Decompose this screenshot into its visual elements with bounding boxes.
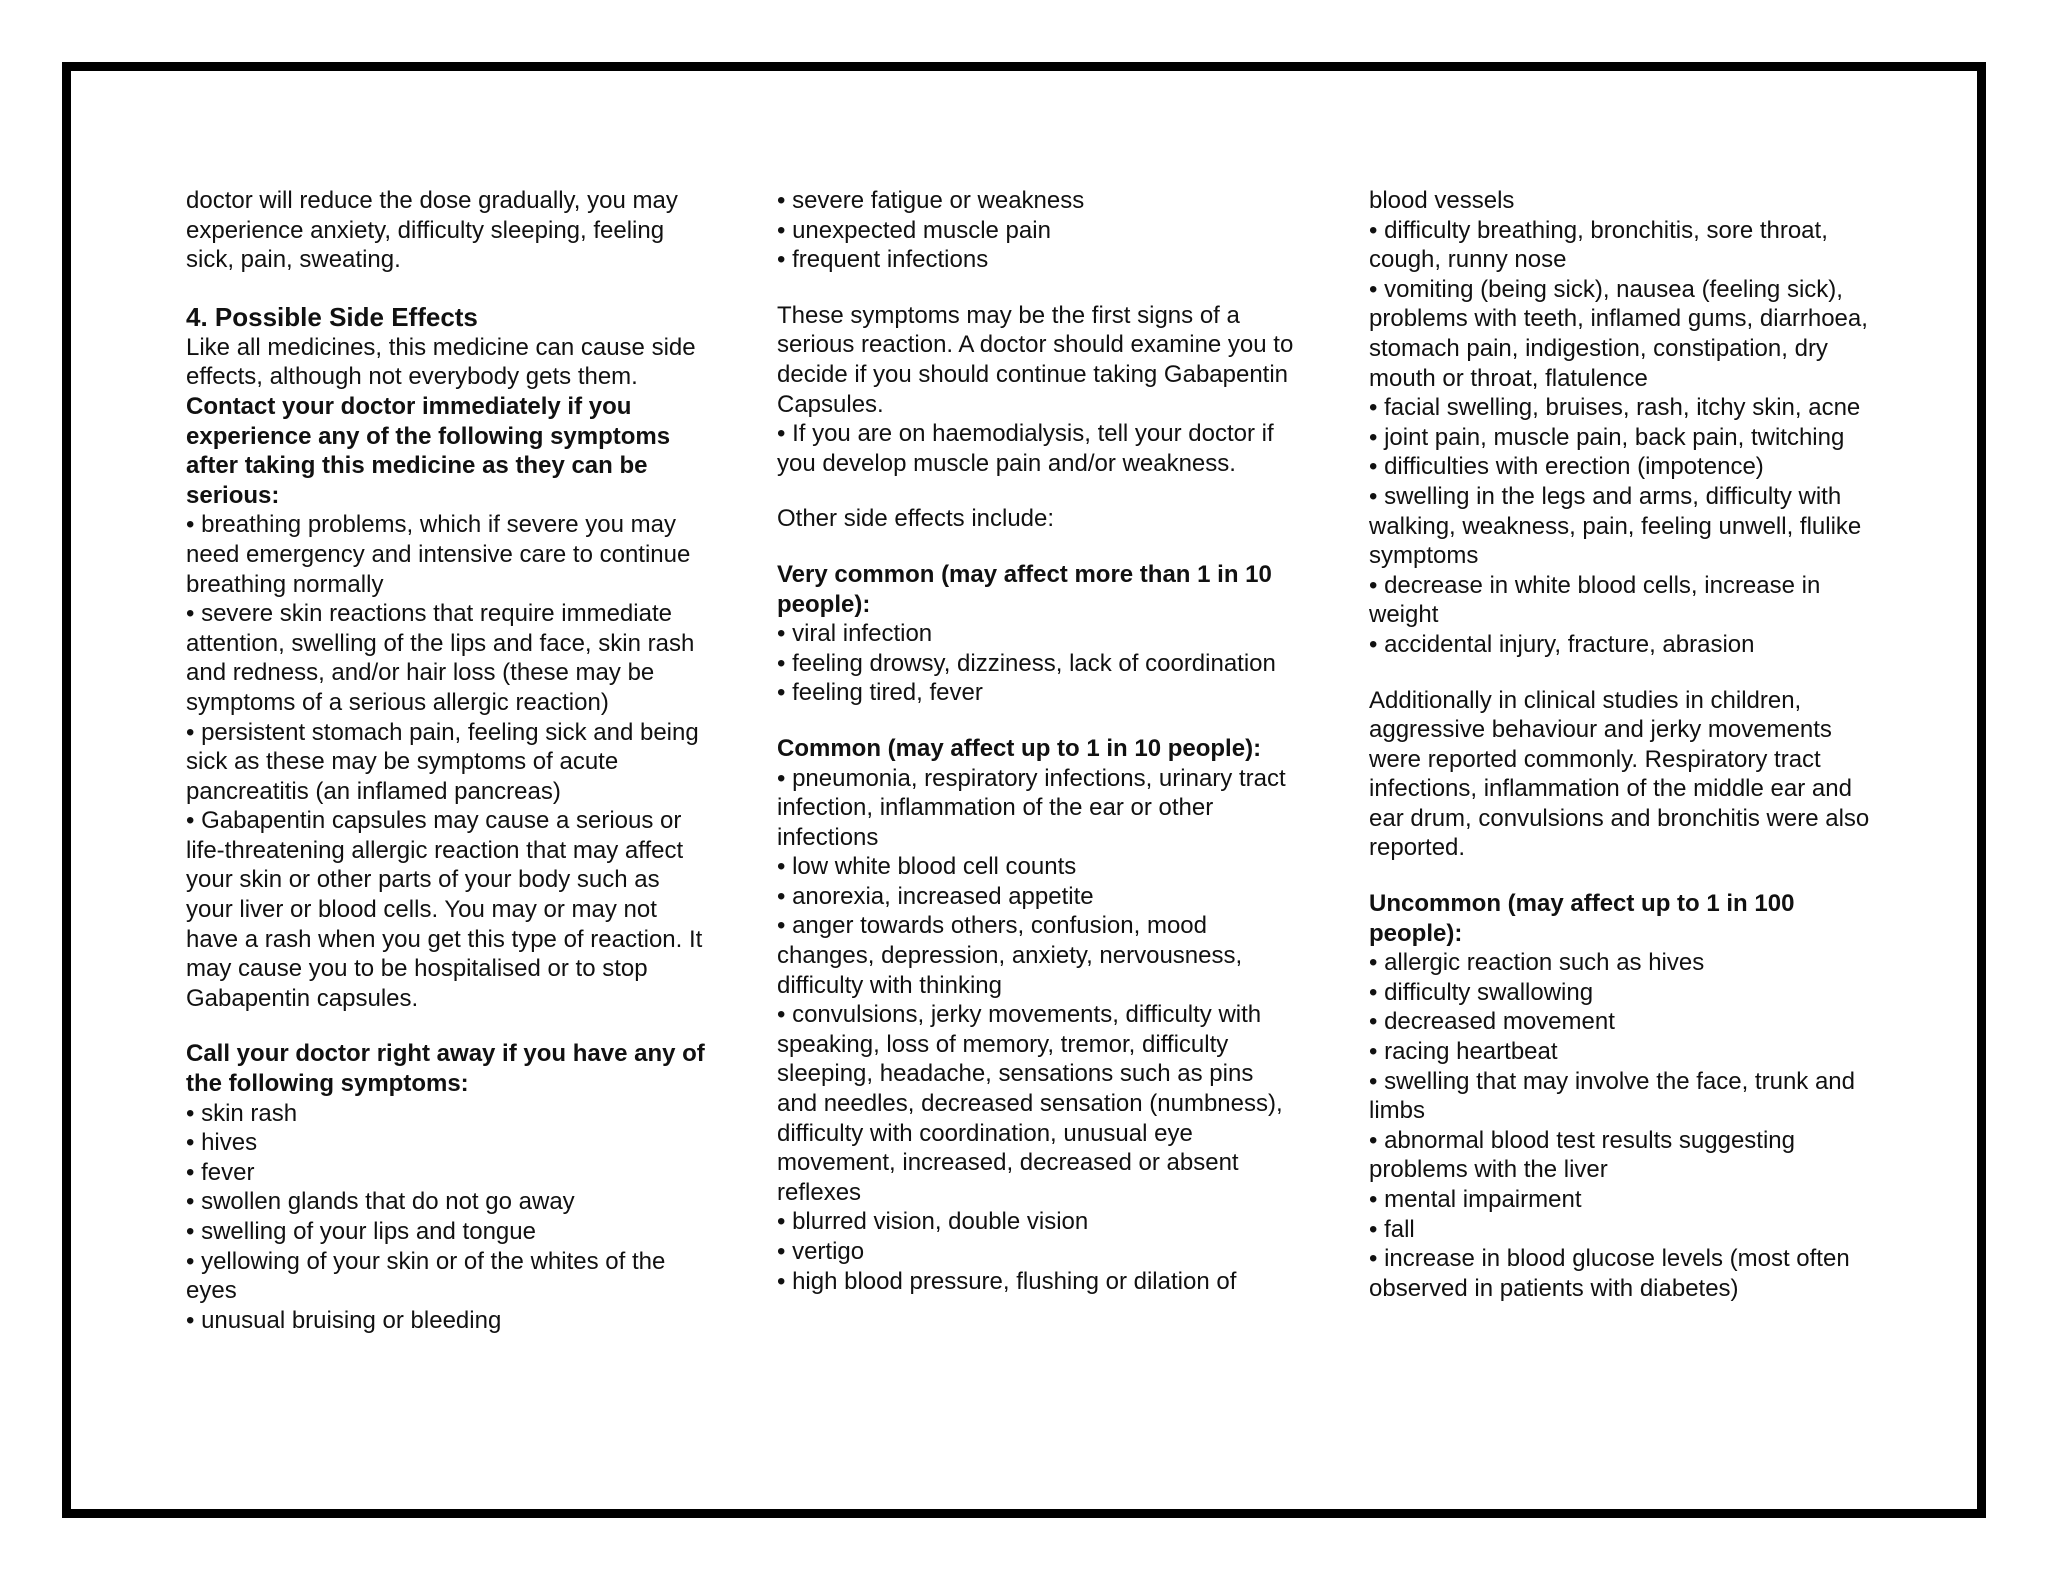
column-right (1369, 186, 1889, 1303)
serious-symptoms-list (186, 510, 706, 1013)
column-left (186, 186, 706, 1335)
list-item: • persistent stomach pain, feeling sick and being sick as these may be symptoms of acute pancreatitis (an inflamed pancreas) (186, 718, 706, 807)
list-item: • allergic reaction such as hives (1369, 948, 1889, 978)
list-item: • abnormal blood test results suggesting problems with the liver (1369, 1126, 1889, 1185)
list-item: • feeling drowsy, dizziness, lack of coordination (777, 649, 1297, 679)
list-item: • severe skin reactions that require immediate attention, swelling of the lips and face, skin rash and redness, and/or hair loss (these may be symptoms of a serious allergic reaction) (186, 599, 706, 717)
section-heading: 4. Possible Side Effects (186, 301, 478, 332)
list-item: • yellowing of your skin or of the whites of the eyes (186, 1247, 706, 1306)
list-item: • swelling that may involve the face, trunk and limbs (1369, 1067, 1889, 1126)
list-item: • unexpected muscle pain (777, 216, 1297, 246)
column-middle (777, 186, 1297, 1296)
serious-warning: Contact your doctor immediately if you experience any of the following symptoms after taking this medicine as they can be serious: (186, 392, 671, 509)
haemodialysis-list (777, 419, 1297, 478)
list-item: • frequent infections (777, 245, 1297, 275)
list-item: • anger towards others, confusion, mood changes, depression, anxiety, nervousness, difficulty with thinking (777, 911, 1297, 1000)
list-item: • Gabapentin capsules may cause a serious or life-threatening allergic reaction that may affect your skin or other parts of your body such as your liver or blood cells. You may or may not have a rash when you get this type of reaction. It may cause you to be hospitalised or to stop Gabapentin capsules. (186, 806, 706, 1013)
list-item: • increase in blood glucose levels (most often observed in patients with diabetes) (1369, 1244, 1889, 1303)
list-item: • breathing problems, which if severe you may need emergency and intensive care to continue breathing normally (186, 510, 706, 599)
list-item: • anorexia, increased appetite (777, 882, 1297, 912)
list-item: • facial swelling, bruises, rash, itchy skin, acne (1369, 393, 1889, 423)
continued-text: blood vessels (1369, 187, 1515, 214)
list-item: • viral infection (777, 619, 1297, 649)
list-item: • feeling tired, fever (777, 678, 1297, 708)
list-item: • unusual bruising or bleeding (186, 1306, 706, 1336)
list-item: • severe fatigue or weakness (777, 186, 1297, 216)
list-item: • difficulty breathing, bronchitis, sore throat, cough, runny nose (1369, 216, 1889, 275)
common-heading: Common (may affect up to 1 in 10 people): (777, 734, 1262, 762)
list-item: • If you are on haemodialysis, tell your doctor if you develop muscle pain and/or weakness. (777, 419, 1297, 478)
section-intro: Like all medicines, this medicine can cause side effects, although not everybody gets them. (186, 333, 696, 391)
list-item: • decrease in white blood cells, increase in weight (1369, 571, 1889, 630)
first-signs-text: These symptoms may be the first signs of a serious reaction. A doctor should examine you to decide if you should continue taking Gabapentin Capsules. (777, 301, 1294, 418)
list-item: • skin rash (186, 1099, 706, 1129)
uncommon-list (1369, 948, 1889, 1303)
list-item: • fall (1369, 1215, 1889, 1245)
children-text: Additionally in clinical studies in children, aggressive behaviour and jerky movements were reported commonly. Respiratory tract infections, inflammation of the middle ear and ear drum, convulsions and bronchitis were also reported. (1369, 686, 1870, 862)
other-effects-text: Other side effects include: (777, 505, 1055, 533)
list-item: • low white blood cell counts (777, 852, 1297, 882)
very-common-list (777, 619, 1297, 708)
list-item: • convulsions, jerky movements, difficulty with speaking, loss of memory, tremor, difficulty sleeping, headache, sensations such as pins and needles, decreased sensation (numbness), difficulty with coordination, unusual eye movement, increased, decreased or absent reflexes (777, 1000, 1297, 1207)
list-item: • fever (186, 1158, 706, 1188)
continued-symptoms-list (777, 186, 1297, 275)
list-item: • swelling of your lips and tongue (186, 1217, 706, 1247)
list-item: • blurred vision, double vision (777, 1207, 1297, 1237)
very-common-heading: Very common (may affect more than 1 in 10 people): (777, 560, 1272, 618)
list-item: • mental impairment (1369, 1185, 1889, 1215)
list-item: • vertigo (777, 1237, 1297, 1267)
list-item: • accidental injury, fracture, abrasion (1369, 630, 1889, 660)
intro-text: doctor will reduce the dose gradually, you may experience anxiety, difficulty sleeping, feeling sick, pain, sweating. (186, 187, 678, 274)
list-item: • difficulty swallowing (1369, 978, 1889, 1008)
list-item: • hives (186, 1128, 706, 1158)
common-list (777, 764, 1297, 1297)
list-item: • pneumonia, respiratory infections, urinary tract infection, inflammation of the ear or other infections (777, 764, 1297, 853)
list-item: • vomiting (being sick), nausea (feeling sick), problems with teeth, inflamed gums, diarrhoea, stomach pain, indigestion, constipation, dry mouth or throat, flatulence (1369, 275, 1889, 393)
call-doctor-heading: Call your doctor right away if you have any of the following symptoms: (186, 1040, 705, 1098)
list-item: • decreased movement (1369, 1007, 1889, 1037)
uncommon-heading: Uncommon (may affect up to 1 in 100 people): (1369, 890, 1795, 947)
list-item: • swollen glands that do not go away (186, 1187, 706, 1217)
list-item: • racing heartbeat (1369, 1037, 1889, 1067)
list-item: • swelling in the legs and arms, difficulty with walking, weakness, pain, feeling unwell, flulike symptoms (1369, 482, 1889, 571)
list-item: • high blood pressure, flushing or dilation of (777, 1267, 1297, 1297)
list-item: • difficulties with erection (impotence) (1369, 452, 1889, 482)
list-item: • joint pain, muscle pain, back pain, twitching (1369, 423, 1889, 453)
call-doctor-list (186, 1099, 706, 1336)
common-list-continued (1369, 216, 1889, 660)
